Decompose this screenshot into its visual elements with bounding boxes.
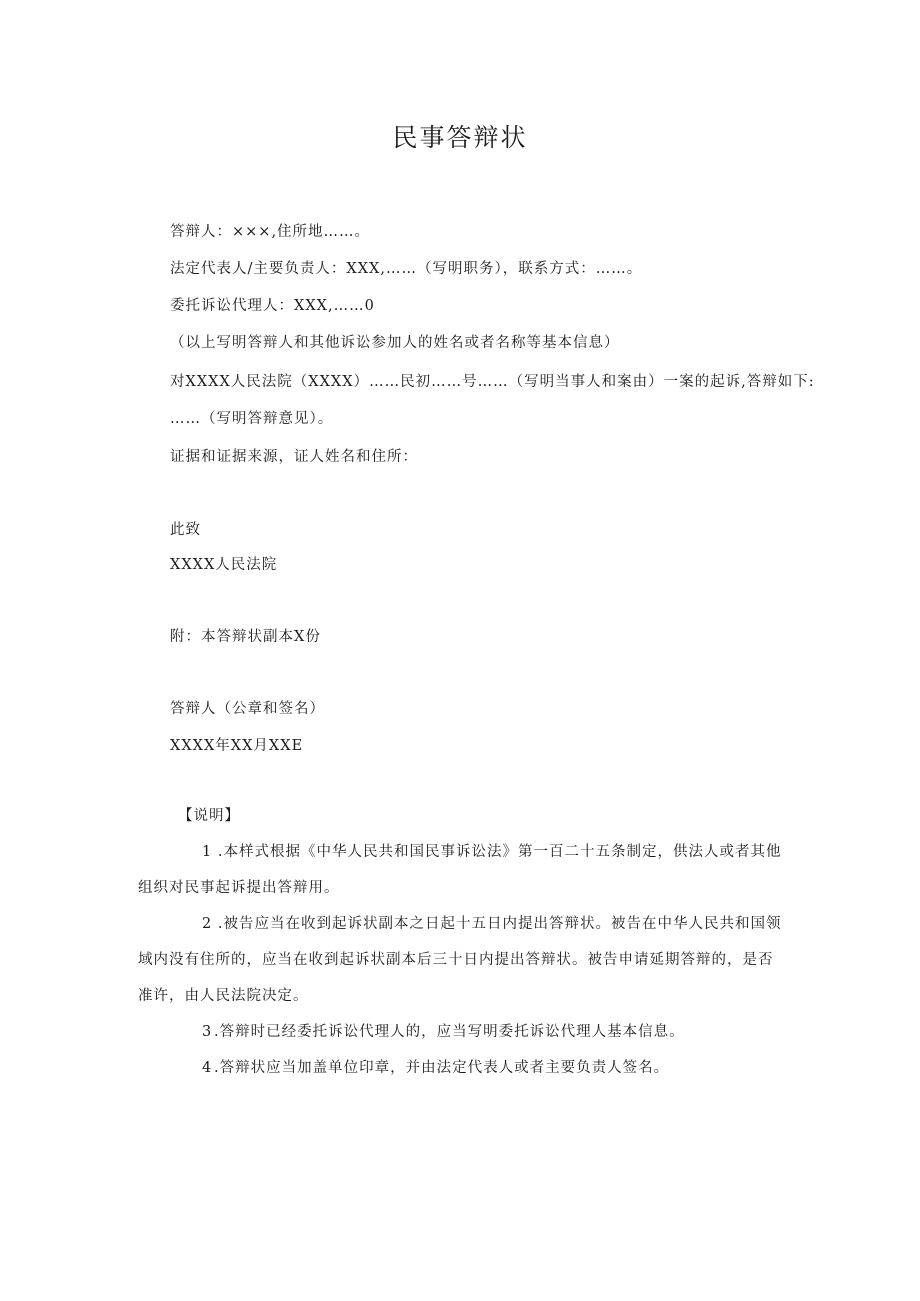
note-number: 3 (202, 1024, 213, 1040)
note-item (138, 1014, 788, 1050)
note-item (138, 834, 788, 906)
note-number: 4 (202, 1060, 213, 1076)
note-text: .答辩状应当加盖单位印章，并由法定代表人或者主要负责人签名。 (214, 1060, 670, 1076)
salutation: 此致 (170, 522, 201, 538)
court-name: XXXX人民法院 (170, 557, 278, 573)
evidence-line: 证据和证据来源，证人姓名和住所： (170, 449, 418, 465)
note-text: .本样式根据《中华人民共和国民事诉讼法》第一百二十五条制定，供法人或者其他组织对民事起诉提出答辩用。 (138, 844, 782, 896)
document-title: 民事答辩状 (392, 123, 528, 152)
defense-opinion-line: ……（写明答辩意见）。 (170, 411, 334, 427)
note-text: .答辩时已经委托诉讼代理人的，应当写明委托诉讼代理人基本信息。 (214, 1024, 685, 1040)
date-line: XXXX年XX月XXE (170, 738, 304, 754)
note-item (138, 1050, 788, 1086)
note-number: 1 (202, 844, 213, 860)
attachment-line: 附：本答辩状副本X份 (170, 629, 321, 645)
agent-line: 委托诉讼代理人：XXX,……0 (170, 298, 375, 314)
note-text: .被告应当在收到起诉状副本之日起十五日内提出答辩状。被告在中华人民共和国领域内没有住所的，应当在收到起诉状副本后三十日内提出答辩状。被告申请延期答辩的，是否准许，由人民法院决定。 (138, 916, 782, 1004)
note-item (138, 906, 788, 1014)
note-number: 2 (202, 916, 213, 932)
basic-info-note: （以上写明答辩人和其他诉讼参加人的姓名或者名称等基本信息） (170, 335, 620, 351)
notes-heading: 【说明】 (178, 808, 240, 824)
case-reference-line: 对XXXX人民法院（XXXX）……民初……号……（写明当事人和案由）一案的起诉,答辩如下: (170, 374, 815, 390)
signature-line: 答辩人（公章和签名） (170, 701, 325, 717)
respondent-line: 答辩人：×××,住所地……。 (170, 224, 371, 240)
legal-representative-line: 法定代表人/主要负责人：XXX,……（写明职务），联系方式：……。 (170, 261, 643, 277)
